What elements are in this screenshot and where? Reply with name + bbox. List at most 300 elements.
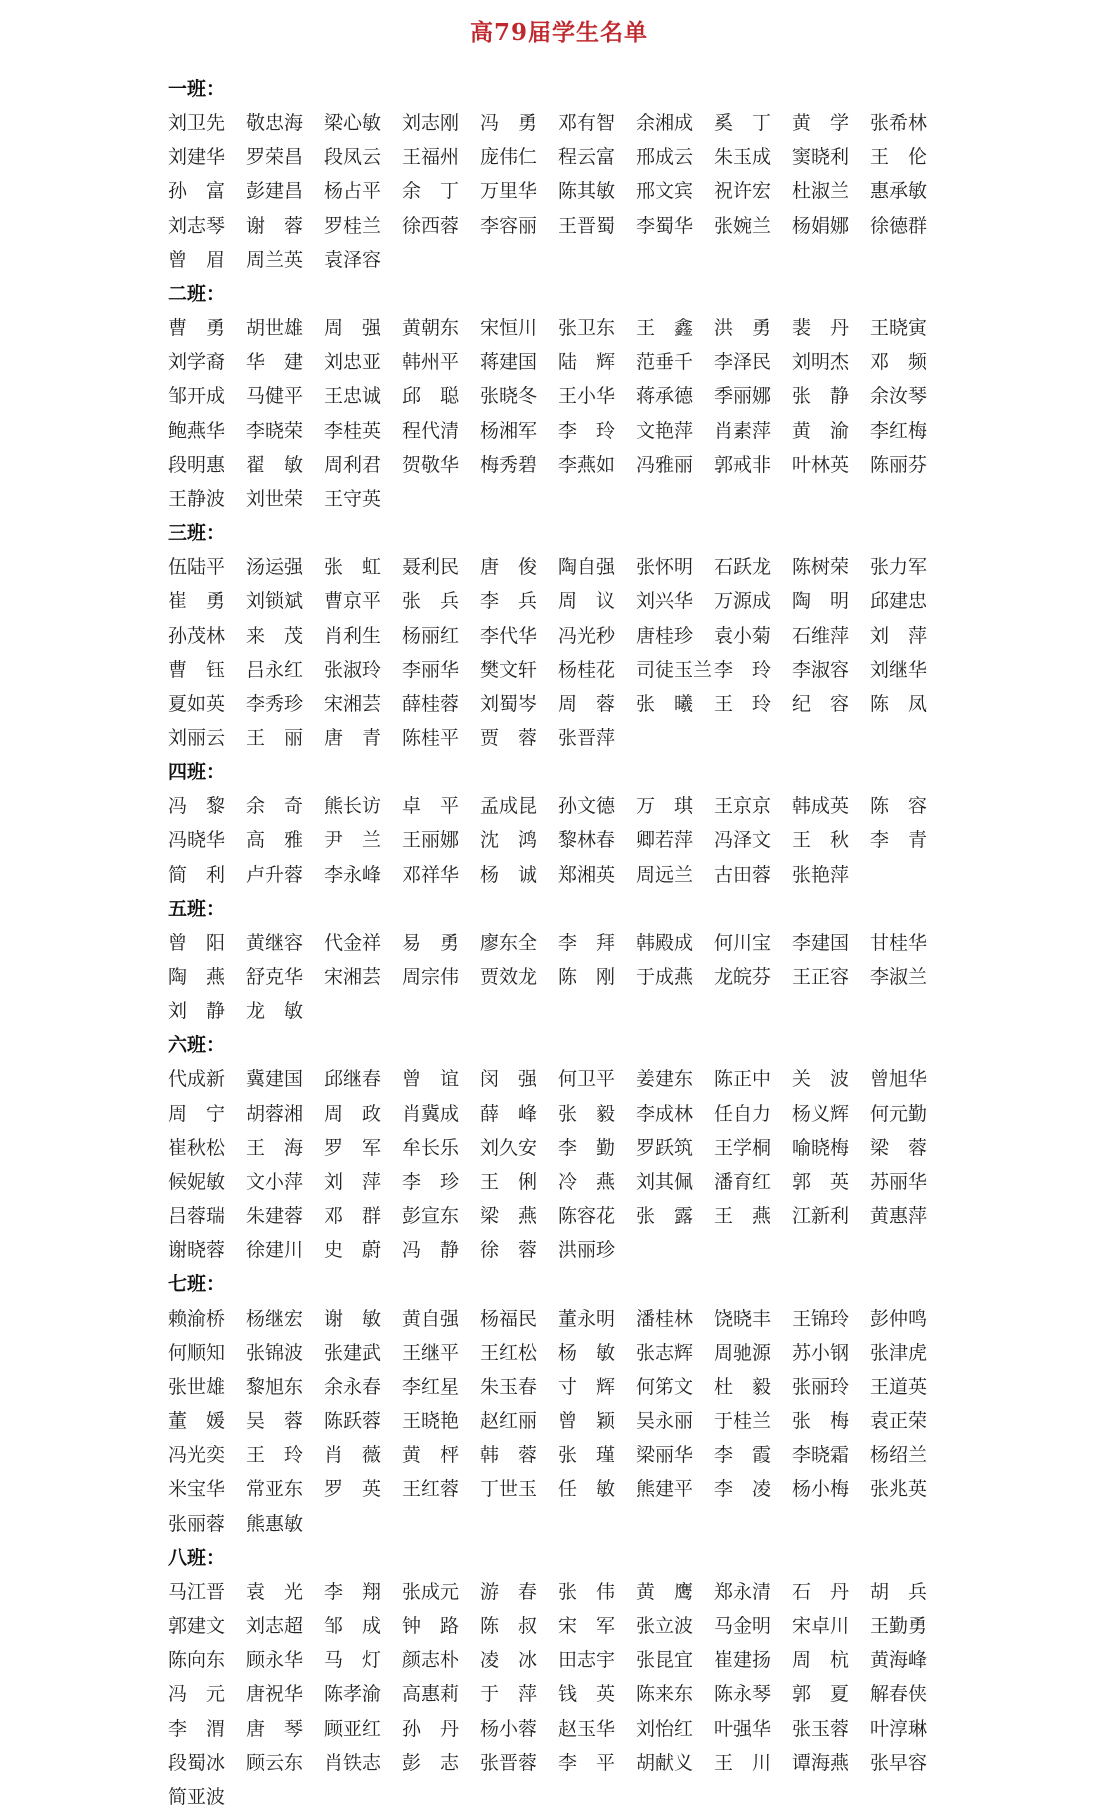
student-name: 韩州平 — [402, 351, 460, 374]
name-row — [168, 243, 948, 277]
name-row — [168, 858, 948, 892]
student-name: 张津虎 — [870, 1341, 928, 1364]
student-name: 翟 敏 — [246, 453, 304, 476]
student-name: 李淑容 — [792, 658, 850, 681]
student-name: 石维萍 — [792, 624, 850, 647]
student-name: 余 丁 — [402, 180, 460, 203]
student-name: 徐德群 — [870, 214, 928, 237]
student-name: 郭建文 — [168, 1615, 226, 1638]
name-row — [168, 1097, 948, 1131]
student-name: 周宗伟 — [402, 966, 460, 989]
student-name: 李 青 — [870, 829, 928, 852]
student-name: 代成新 — [168, 1068, 226, 1091]
student-name: 刘忠亚 — [324, 351, 382, 374]
student-name: 张丽蓉 — [168, 1512, 226, 1535]
student-name: 冀建国 — [246, 1068, 304, 1091]
student-name: 谢 敏 — [324, 1307, 382, 1330]
student-name: 王丽娜 — [402, 829, 460, 852]
student-name: 袁 光 — [246, 1580, 304, 1603]
student-name: 陈 叔 — [480, 1615, 538, 1638]
student-name: 张晋蓉 — [480, 1751, 538, 1774]
student-name: 于 萍 — [480, 1683, 538, 1706]
student-name: 宋恒川 — [480, 317, 538, 340]
student-name: 贾 蓉 — [480, 727, 538, 750]
student-name: 马 灯 — [324, 1649, 382, 1672]
student-name: 王守英 — [324, 487, 382, 510]
student-name: 郭 英 — [792, 1170, 850, 1193]
student-name: 宋湘芸 — [324, 966, 382, 989]
name-row — [168, 789, 948, 823]
student-name: 闵 强 — [480, 1068, 538, 1091]
student-name: 舒克华 — [246, 966, 304, 989]
student-name: 李蜀华 — [636, 214, 694, 237]
student-name: 李丽华 — [402, 658, 460, 681]
student-name: 孟成昆 — [480, 795, 538, 818]
student-name: 张 虹 — [324, 556, 382, 579]
student-name: 候妮敏 — [168, 1170, 226, 1193]
name-row — [168, 926, 948, 960]
name-row — [168, 994, 948, 1028]
student-name: 黄继容 — [246, 931, 304, 954]
student-name: 张玉蓉 — [792, 1717, 850, 1740]
student-name: 胡蓉湘 — [246, 1102, 304, 1125]
student-name: 任自力 — [714, 1102, 772, 1125]
student-name: 张艳萍 — [792, 863, 850, 886]
name-row — [168, 1131, 948, 1165]
student-name: 廖东全 — [480, 931, 538, 954]
student-names — [168, 311, 948, 516]
name-row — [168, 1370, 948, 1404]
student-name: 陈孝渝 — [324, 1683, 382, 1706]
class-section — [168, 277, 948, 516]
student-names — [168, 789, 948, 892]
student-name: 张 伟 — [558, 1580, 616, 1603]
student-name: 冯 黎 — [168, 795, 226, 818]
student-name: 石跃龙 — [714, 556, 772, 579]
student-name: 冯泽文 — [714, 829, 772, 852]
student-name: 李红梅 — [870, 419, 928, 442]
student-name: 李泽民 — [714, 351, 772, 374]
student-name: 冯 勇 — [480, 112, 538, 135]
student-name: 朱建蓉 — [246, 1205, 304, 1228]
student-names — [168, 1575, 948, 1814]
student-name: 李 霞 — [714, 1444, 772, 1467]
student-name: 吴永丽 — [636, 1410, 694, 1433]
student-name: 徐西蓉 — [402, 214, 460, 237]
student-name: 周驰源 — [714, 1341, 772, 1364]
student-name: 曾 颖 — [558, 1410, 616, 1433]
student-name: 李代华 — [480, 624, 538, 647]
student-name: 刘学裔 — [168, 351, 226, 374]
student-name: 姜建东 — [636, 1068, 694, 1091]
student-name: 周利君 — [324, 453, 382, 476]
student-name: 夏如英 — [168, 692, 226, 715]
student-name: 宋卓川 — [792, 1615, 850, 1638]
student-name: 潘育红 — [714, 1170, 772, 1193]
student-name: 吕永红 — [246, 658, 304, 681]
class-section — [168, 755, 948, 892]
student-name: 万源成 — [714, 590, 772, 613]
student-name: 刘怡红 — [636, 1717, 694, 1740]
page-title: 高79届学生名单 — [469, 19, 648, 46]
student-name: 周远兰 — [636, 863, 694, 886]
name-row — [168, 106, 948, 140]
class-list — [168, 72, 948, 1814]
student-name: 朱玉春 — [480, 1375, 538, 1398]
student-name: 奚 丁 — [714, 112, 772, 135]
student-names — [168, 1301, 948, 1540]
student-name: 彭仲鸣 — [870, 1307, 928, 1330]
student-name: 李淑兰 — [870, 966, 928, 989]
name-row — [168, 1643, 948, 1677]
student-name: 季丽娜 — [714, 385, 772, 408]
student-name: 杨 诚 — [480, 863, 538, 886]
student-name: 关 波 — [792, 1068, 850, 1091]
student-name: 肖素萍 — [714, 419, 772, 442]
student-name: 袁正荣 — [870, 1410, 928, 1433]
student-name: 王 丽 — [246, 727, 304, 750]
student-name: 杨占平 — [324, 180, 382, 203]
student-name: 董 媛 — [168, 1410, 226, 1433]
student-name: 古田蓉 — [714, 863, 772, 886]
student-name: 程云富 — [558, 146, 616, 169]
student-name: 谢晓蓉 — [168, 1239, 226, 1262]
student-name: 梁 蓉 — [870, 1136, 928, 1159]
student-name: 洪 勇 — [714, 317, 772, 340]
student-name: 万里华 — [480, 180, 538, 203]
student-name: 杨福民 — [480, 1307, 538, 1330]
class-section — [168, 1541, 948, 1814]
student-name: 陈丽芬 — [870, 453, 928, 476]
student-name: 陈容花 — [558, 1205, 616, 1228]
student-name: 伍陆平 — [168, 556, 226, 579]
student-name: 陆 辉 — [558, 351, 616, 374]
student-name: 刘世荣 — [246, 487, 304, 510]
student-name: 洪丽珍 — [558, 1239, 616, 1262]
student-name: 陈 容 — [870, 795, 928, 818]
name-row — [168, 653, 948, 687]
student-name: 王晓艳 — [402, 1410, 460, 1433]
class-label: 八班： — [168, 1546, 226, 1569]
name-row — [168, 1438, 948, 1472]
student-name: 寸 辉 — [558, 1375, 616, 1398]
student-name: 杜淑兰 — [792, 180, 850, 203]
student-name: 段明惠 — [168, 453, 226, 476]
student-name: 刘其佩 — [636, 1170, 694, 1193]
student-name: 段蜀冰 — [168, 1751, 226, 1774]
student-name: 陈其敏 — [558, 180, 616, 203]
student-name: 石 丹 — [792, 1580, 850, 1603]
student-name: 唐 琴 — [246, 1717, 304, 1740]
student-name: 周 政 — [324, 1102, 382, 1125]
student-name: 熊建平 — [636, 1478, 694, 1501]
student-name: 程代清 — [402, 419, 460, 442]
student-name: 叶淳琳 — [870, 1717, 928, 1740]
student-name: 李建国 — [792, 931, 850, 954]
student-name: 段凤云 — [324, 146, 382, 169]
student-name: 贾效龙 — [480, 966, 538, 989]
student-name: 杨小梅 — [792, 1478, 850, 1501]
student-name: 高 雅 — [246, 829, 304, 852]
student-name: 陈来东 — [636, 1683, 694, 1706]
student-name: 陈永琴 — [714, 1683, 772, 1706]
student-name: 邱建忠 — [870, 590, 928, 613]
student-name: 祝许宏 — [714, 180, 772, 203]
student-name: 张 兵 — [402, 590, 460, 613]
name-row — [168, 1301, 948, 1335]
student-name: 李 玲 — [714, 658, 772, 681]
student-name: 范垂千 — [636, 351, 694, 374]
student-name: 刘卫先 — [168, 112, 226, 135]
student-name: 张力军 — [870, 556, 928, 579]
student-name: 何元勤 — [870, 1102, 928, 1125]
name-row — [168, 1199, 948, 1233]
student-name: 王红松 — [480, 1341, 538, 1364]
student-name: 邱继春 — [324, 1068, 382, 1091]
student-name: 陈向东 — [168, 1649, 226, 1672]
student-name: 黎林春 — [558, 829, 616, 852]
student-name: 杨绍兰 — [870, 1444, 928, 1467]
student-name: 肖利生 — [324, 624, 382, 647]
class-label: 三班： — [168, 522, 226, 545]
student-name: 张世雄 — [168, 1375, 226, 1398]
student-name: 杨小蓉 — [480, 1717, 538, 1740]
student-name: 王 玲 — [714, 692, 772, 715]
student-name: 邢文宾 — [636, 180, 694, 203]
student-name: 张晋萍 — [558, 727, 616, 750]
student-name: 刘继华 — [870, 658, 928, 681]
student-name: 甘桂华 — [870, 931, 928, 954]
student-name: 陈 刚 — [558, 966, 616, 989]
name-row — [168, 140, 948, 174]
student-name: 韩殿成 — [636, 931, 694, 954]
student-name: 张建武 — [324, 1341, 382, 1364]
student-name: 裴 丹 — [792, 317, 850, 340]
student-name: 赵玉华 — [558, 1717, 616, 1740]
student-name: 熊惠敏 — [246, 1512, 304, 1535]
student-name: 张志辉 — [636, 1341, 694, 1364]
student-name: 华 建 — [246, 351, 304, 374]
student-name: 罗 英 — [324, 1478, 382, 1501]
student-name: 郭戒非 — [714, 453, 772, 476]
student-name: 李 渭 — [168, 1717, 226, 1740]
student-names — [168, 1062, 948, 1267]
student-name: 刘久安 — [480, 1136, 538, 1159]
student-name: 刘志刚 — [402, 112, 460, 135]
student-name: 余永春 — [324, 1375, 382, 1398]
student-name: 冯晓华 — [168, 829, 226, 852]
student-name: 曹 勇 — [168, 317, 226, 340]
student-name: 冯雅丽 — [636, 453, 694, 476]
name-row — [168, 1746, 948, 1780]
student-name: 顾亚红 — [324, 1717, 382, 1740]
name-row — [168, 1336, 948, 1370]
student-name: 崔 勇 — [168, 590, 226, 613]
student-name: 王继平 — [402, 1341, 460, 1364]
class-label: 二班： — [168, 282, 226, 305]
student-name: 黄 学 — [792, 112, 850, 135]
name-row — [168, 1404, 948, 1438]
name-row — [168, 379, 948, 413]
student-name: 沈 鸿 — [480, 829, 538, 852]
student-name: 罗荣昌 — [246, 146, 304, 169]
student-name: 冯 元 — [168, 1683, 226, 1706]
student-name: 宋 军 — [558, 1615, 616, 1638]
student-name: 张晓冬 — [480, 385, 538, 408]
student-name: 董永明 — [558, 1307, 616, 1330]
student-name: 惠承敏 — [870, 180, 928, 203]
student-name: 文艳萍 — [636, 419, 694, 442]
student-name: 王 川 — [714, 1751, 772, 1774]
student-name: 赖渝桥 — [168, 1307, 226, 1330]
student-name: 简 利 — [168, 863, 226, 886]
student-name: 邓 群 — [324, 1205, 382, 1228]
student-name: 周兰英 — [246, 248, 304, 271]
student-name: 薛桂蓉 — [402, 692, 460, 715]
student-name: 窦晓利 — [792, 146, 850, 169]
student-name: 梁心敏 — [324, 112, 382, 135]
student-name: 刘志超 — [246, 1615, 304, 1638]
student-name: 刘蜀岑 — [480, 692, 538, 715]
name-row — [168, 448, 948, 482]
student-name: 贺敬华 — [402, 453, 460, 476]
student-name: 李晓霜 — [792, 1444, 850, 1467]
student-name: 王晋蜀 — [558, 214, 616, 237]
student-name: 蒋承德 — [636, 385, 694, 408]
student-name: 郑湘英 — [558, 863, 616, 886]
student-name: 吴 蓉 — [246, 1410, 304, 1433]
student-name: 杨丽红 — [402, 624, 460, 647]
student-name: 吕蓉瑞 — [168, 1205, 226, 1228]
student-name: 卿若萍 — [636, 829, 694, 852]
student-name: 易 勇 — [402, 931, 460, 954]
student-name: 邱 聪 — [402, 385, 460, 408]
student-name: 胡 兵 — [870, 1580, 928, 1603]
student-name: 钟 路 — [402, 1615, 460, 1638]
student-name: 冯光秒 — [558, 624, 616, 647]
student-name: 李 拜 — [558, 931, 616, 954]
student-name: 张昆宜 — [636, 1649, 694, 1672]
student-name: 喻晓梅 — [792, 1136, 850, 1159]
name-row — [168, 687, 948, 721]
student-name: 曾 阳 — [168, 931, 226, 954]
student-name: 彭建昌 — [246, 180, 304, 203]
student-name: 李燕如 — [558, 453, 616, 476]
student-name: 王京京 — [714, 795, 772, 818]
student-name: 黄朝东 — [402, 317, 460, 340]
student-name: 丁世玉 — [480, 1478, 538, 1501]
student-name: 张立波 — [636, 1615, 694, 1638]
student-name: 叶强华 — [714, 1717, 772, 1740]
student-name: 米宝华 — [168, 1478, 226, 1501]
student-name: 郭 夏 — [792, 1683, 850, 1706]
student-name: 张 静 — [792, 385, 850, 408]
student-name: 饶晓丰 — [714, 1307, 772, 1330]
student-name: 刘 萍 — [324, 1170, 382, 1193]
student-name: 张卫东 — [558, 317, 616, 340]
student-name: 张 瑾 — [558, 1444, 616, 1467]
student-name: 李 兵 — [480, 590, 538, 613]
student-name: 陈桂平 — [402, 727, 460, 750]
student-name: 孙 丹 — [402, 1717, 460, 1740]
student-name: 唐祝华 — [246, 1683, 304, 1706]
class-section — [168, 72, 948, 277]
student-name: 张早容 — [870, 1751, 928, 1774]
student-name: 邓 频 — [870, 351, 928, 374]
student-names — [168, 550, 948, 755]
student-name: 王锦玲 — [792, 1307, 850, 1330]
class-label: 七班： — [168, 1273, 226, 1296]
student-name: 苏丽华 — [870, 1170, 928, 1193]
student-name: 史 蔚 — [324, 1239, 382, 1262]
student-name: 肖铁志 — [324, 1751, 382, 1774]
student-name: 牟长乐 — [402, 1136, 460, 1159]
student-name: 张锦波 — [246, 1341, 304, 1364]
class-section — [168, 1267, 948, 1540]
student-name: 王 玲 — [246, 1444, 304, 1467]
student-name: 刘志琴 — [168, 214, 226, 237]
name-row — [168, 1677, 948, 1711]
student-name: 刘丽云 — [168, 727, 226, 750]
student-name: 张婉兰 — [714, 214, 772, 237]
student-name: 何川宝 — [714, 931, 772, 954]
student-name: 何笫文 — [636, 1375, 694, 1398]
name-row — [168, 584, 948, 618]
student-name: 万 琪 — [636, 795, 694, 818]
student-name: 袁泽容 — [324, 248, 382, 271]
student-name: 解春侠 — [870, 1683, 928, 1706]
student-name: 肖 薇 — [324, 1444, 382, 1467]
name-row — [168, 1472, 948, 1506]
student-name: 潘桂林 — [636, 1307, 694, 1330]
student-name: 顾云东 — [246, 1751, 304, 1774]
name-row — [168, 1575, 948, 1609]
student-name: 孙 富 — [168, 180, 226, 203]
student-name: 张兆英 — [870, 1478, 928, 1501]
student-name: 赵红丽 — [480, 1410, 538, 1433]
student-name: 李晓荣 — [246, 419, 304, 442]
student-name: 李成林 — [636, 1102, 694, 1125]
student-name: 李 翔 — [324, 1580, 382, 1603]
student-names — [168, 106, 948, 277]
name-row — [168, 960, 948, 994]
student-name: 陈正中 — [714, 1068, 772, 1091]
class-section — [168, 1028, 948, 1267]
student-name: 张 毅 — [558, 1102, 616, 1125]
student-name: 杨娟娜 — [792, 214, 850, 237]
student-name: 李 勤 — [558, 1136, 616, 1159]
student-name: 杨 敏 — [558, 1341, 616, 1364]
student-name: 邓祥华 — [402, 863, 460, 886]
student-name: 徐 蓉 — [480, 1239, 538, 1262]
student-name: 王道英 — [870, 1375, 928, 1398]
class-label: 五班： — [168, 897, 226, 920]
student-name: 李 凌 — [714, 1478, 772, 1501]
class-label: 四班： — [168, 761, 226, 784]
student-name: 冯 静 — [402, 1239, 460, 1262]
student-name: 崔建扬 — [714, 1649, 772, 1672]
student-name: 鲍燕华 — [168, 419, 226, 442]
student-name: 王小华 — [558, 385, 616, 408]
student-name: 文小萍 — [246, 1170, 304, 1193]
student-name: 胡献义 — [636, 1751, 694, 1774]
student-name: 任 敏 — [558, 1478, 616, 1501]
student-name: 杨桂花 — [558, 658, 616, 681]
name-row — [168, 1780, 948, 1814]
student-name: 唐 青 — [324, 727, 382, 750]
student-name: 韩成英 — [792, 795, 850, 818]
student-name: 谭海燕 — [792, 1751, 850, 1774]
